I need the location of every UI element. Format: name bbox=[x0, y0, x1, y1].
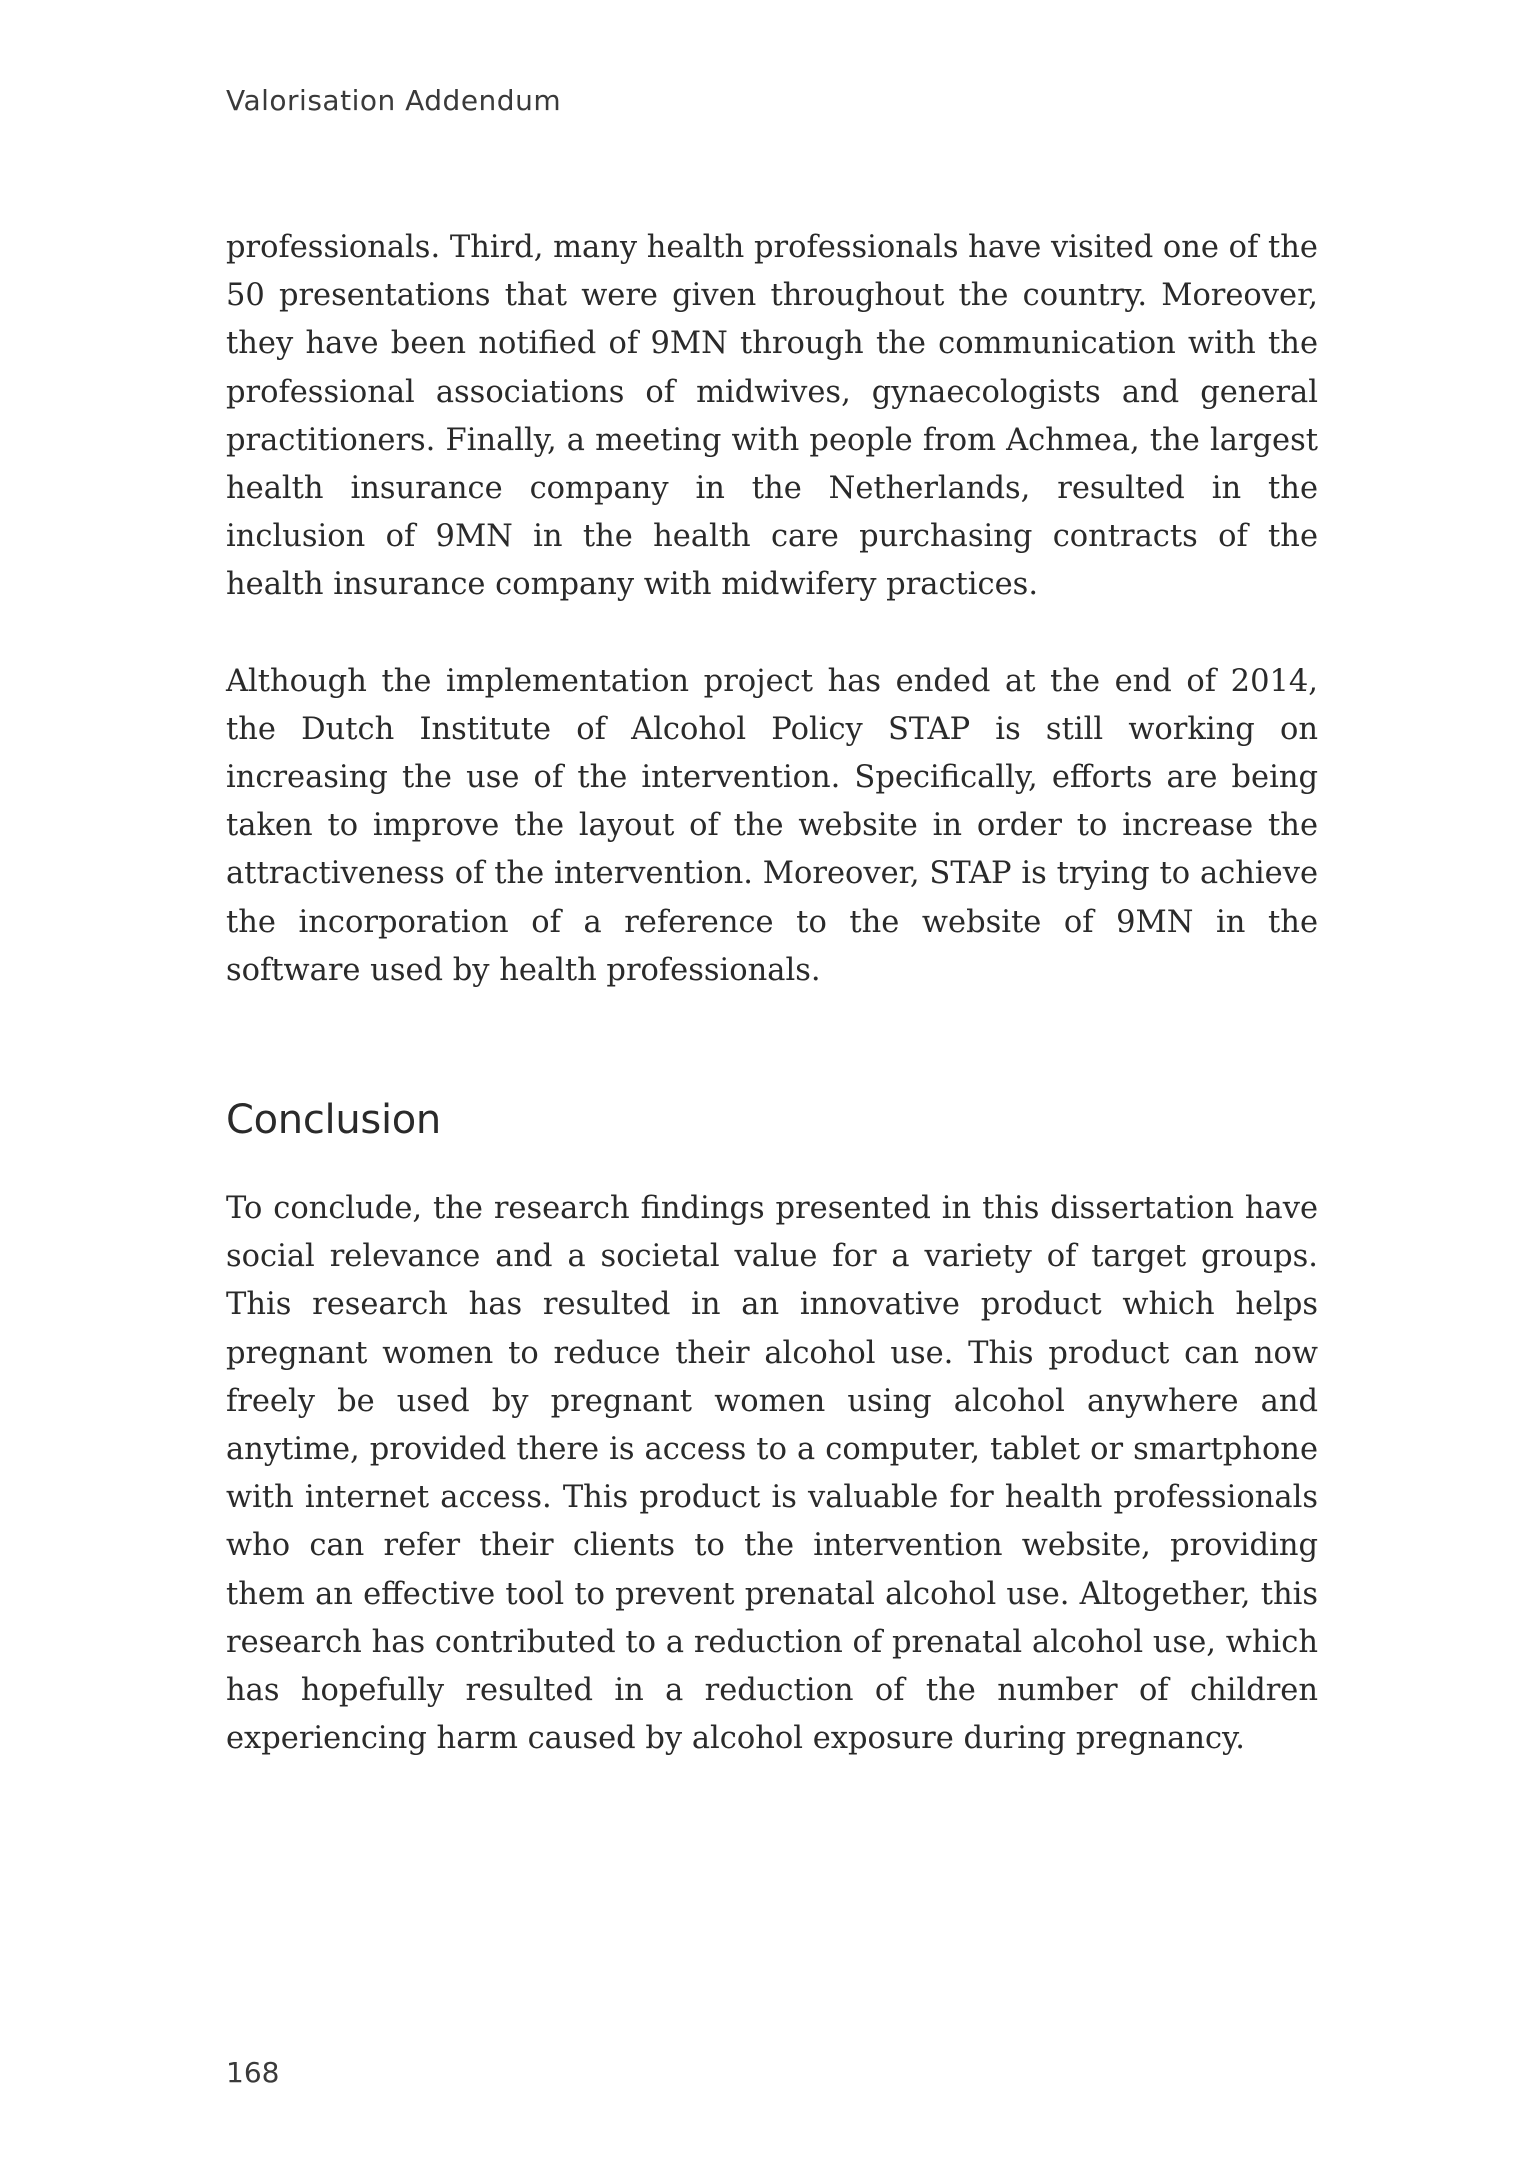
page-number: 168 bbox=[226, 2056, 280, 2089]
body-paragraph-2: Although the implementation project has ended at the end of 2014, the Dutch Institute of Alcohol Policy STAP is still working on increasing the use of the intervention. Specifically, efforts are being taken to improve the layout of the website in order to increase the attractiveness of the intervention. Moreover, STAP is trying to achieve the incorporation of a reference to the website of 9MN in the software used by health professionals. bbox=[226, 663, 1318, 988]
conclusion-paragraph: To conclude, the research findings presented in this dissertation have social relevance and a societal value for a variety of target groups. This research has resulted in an innovative product which helps pregnant women to reduce their alcohol use. This product can now freely be used by pregnant women using alcohol anywhere and anytime, provided there is access to a computer, tablet or smartphone with internet access. This product is valuable for health professionals who can refer their clients to the intervention website, providing them an effective tool to prevent prenatal alcohol use. Altogether, this research has contributed to a reduction of prenatal alcohol use, which has hopefully resulted in a reduction of the number of children experiencing harm caused by alcohol exposure during pregnancy. bbox=[226, 1191, 1318, 1757]
page-content bbox=[226, 224, 1318, 1763]
section-heading-conclusion: Conclusion bbox=[226, 1097, 441, 1144]
running-header: Valorisation Addendum bbox=[226, 84, 562, 117]
body-paragraph-1: professionals. Third, many health professionals have visited one of the 50 presentations that were given throughout the country. Moreover, they have been notified of 9MN through the communication with the professional associations of midwives, gynaecologists and general practitioners. Finally, a meeting with people from Achmea, the largest health insurance company in the Netherlands, resulted in the inclusion of 9MN in the health care purchasing contracts of the health insurance company with midwifery practices. bbox=[226, 230, 1318, 603]
